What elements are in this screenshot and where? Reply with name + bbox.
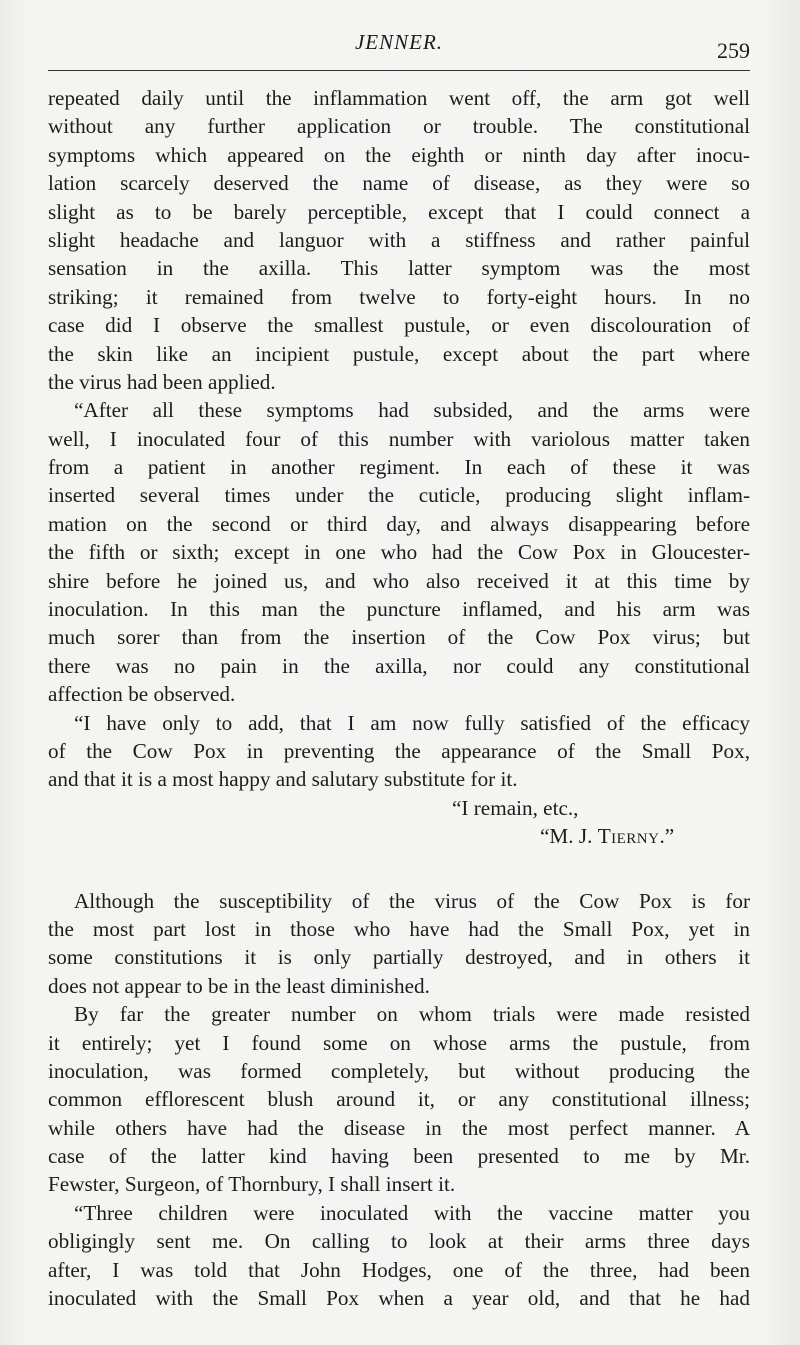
text-line: the skin like an incipient pustule, except about the part where — [48, 341, 750, 366]
text-line: “I have only to add, that I am now fully satisfied of the efficacy — [74, 710, 750, 735]
text-line: common efflorescent blush around it, or any constitutional illness; — [48, 1087, 750, 1112]
text-line: of the Cow Pox in preventing the appearance of the Small Pox, — [48, 738, 750, 763]
text-line: slight as to be barely perceptible, except that I could connect a — [48, 199, 750, 224]
text-line: inoculation. In this man the puncture inflamed, and his arm was — [48, 597, 750, 622]
paragraph-4 — [48, 887, 750, 1001]
signature-suffix: .” — [659, 824, 675, 849]
text-line: case of the latter kind having been presented to me by Mr. — [48, 1144, 750, 1169]
paragraph-2 — [48, 396, 750, 708]
text-line: without any further application or trouble. The constitutional — [48, 114, 750, 139]
text-line: striking; it remained from twelve to forty-eight hours. In no — [48, 284, 750, 309]
text-line: shire before he joined us, and who also received it at this time by — [48, 568, 750, 593]
text-line: while others have had the disease in the most perfect manner. A — [48, 1115, 750, 1140]
text-line: inoculation, was formed completely, but without producing the — [48, 1058, 750, 1083]
text-line: it entirely; yet I found some on whose arms the pustule, from — [48, 1030, 750, 1055]
letter-closing — [48, 794, 750, 851]
signature-name: Tierny — [597, 824, 660, 849]
page-header — [48, 28, 750, 71]
text-line: Although the susceptibility of the virus of the Cow Pox is for — [74, 888, 750, 913]
paragraph-5 — [48, 1000, 750, 1199]
text-line: much sorer than from the insertion of the Cow Pox virus; but — [48, 625, 750, 650]
signature-initials: “M. J. — [540, 824, 593, 849]
text-line: inoculated with the Small Pox when a year old, and that he had — [48, 1286, 750, 1311]
text-line: does not appear to be in the least diminished. — [48, 973, 430, 998]
text-line: slight headache and languor with a stiffness and rather painful — [48, 227, 750, 252]
text-line: symptoms which appeared on the eighth or ninth day after inocu- — [48, 142, 750, 167]
text-line: By far the greater number on whom trials were made resisted — [74, 1002, 750, 1027]
text-line: lation scarcely deserved the name of disease, as they were so — [48, 171, 750, 196]
text-line: affection be observed. — [48, 682, 236, 707]
closing-line: “I remain, etc., — [452, 795, 579, 820]
paragraph-6 — [48, 1199, 750, 1313]
section-gap — [48, 851, 750, 887]
paragraph-1 — [48, 84, 750, 396]
text-line: the most part lost in those who have had the Small Pox, yet in — [48, 916, 750, 941]
text-line: sensation in the axilla. This latter symptom was the most — [48, 256, 750, 281]
paragraph-3 — [48, 709, 750, 794]
text-line: “After all these symptoms had subsided, and the arms were — [74, 398, 750, 423]
text-line: well, I inoculated four of this number with variolous matter taken — [48, 426, 750, 451]
text-line: inserted several times under the cuticle, producing slight inflam- — [48, 483, 750, 508]
text-line: “Three children were inoculated with the vaccine matter you — [74, 1200, 750, 1225]
text-line: mation on the second or third day, and always disappearing before — [48, 511, 750, 536]
text-line: there was no pain in the axilla, nor could any constitutional — [48, 653, 750, 678]
text-line: case did I observe the smallest pustule, or even discolouration of — [48, 313, 750, 338]
text-line: the virus had been applied. — [48, 369, 276, 394]
text-line: and that it is a most happy and salutary substitute for it. — [48, 767, 518, 792]
text-line: the fifth or sixth; except in one who had the Cow Pox in Gloucester- — [48, 540, 750, 565]
text-line: after, I was told that John Hodges, one of the three, had been — [48, 1257, 750, 1282]
text-line: from a patient in another regiment. In each of these it was — [48, 455, 750, 480]
page-number: 259 — [717, 38, 750, 63]
text-line: obligingly sent me. On calling to look at their arms three days — [48, 1229, 750, 1254]
text-line: Fewster, Surgeon, of Thornbury, I shall insert it. — [48, 1172, 456, 1197]
running-head: JENNER. — [354, 30, 444, 54]
body-text — [48, 84, 750, 1312]
text-line: repeated daily until the inflammation went off, the arm got well — [48, 86, 750, 110]
text-line: some constitutions it is only partially destroyed, and in others it — [48, 945, 750, 970]
signature-line — [48, 822, 750, 850]
